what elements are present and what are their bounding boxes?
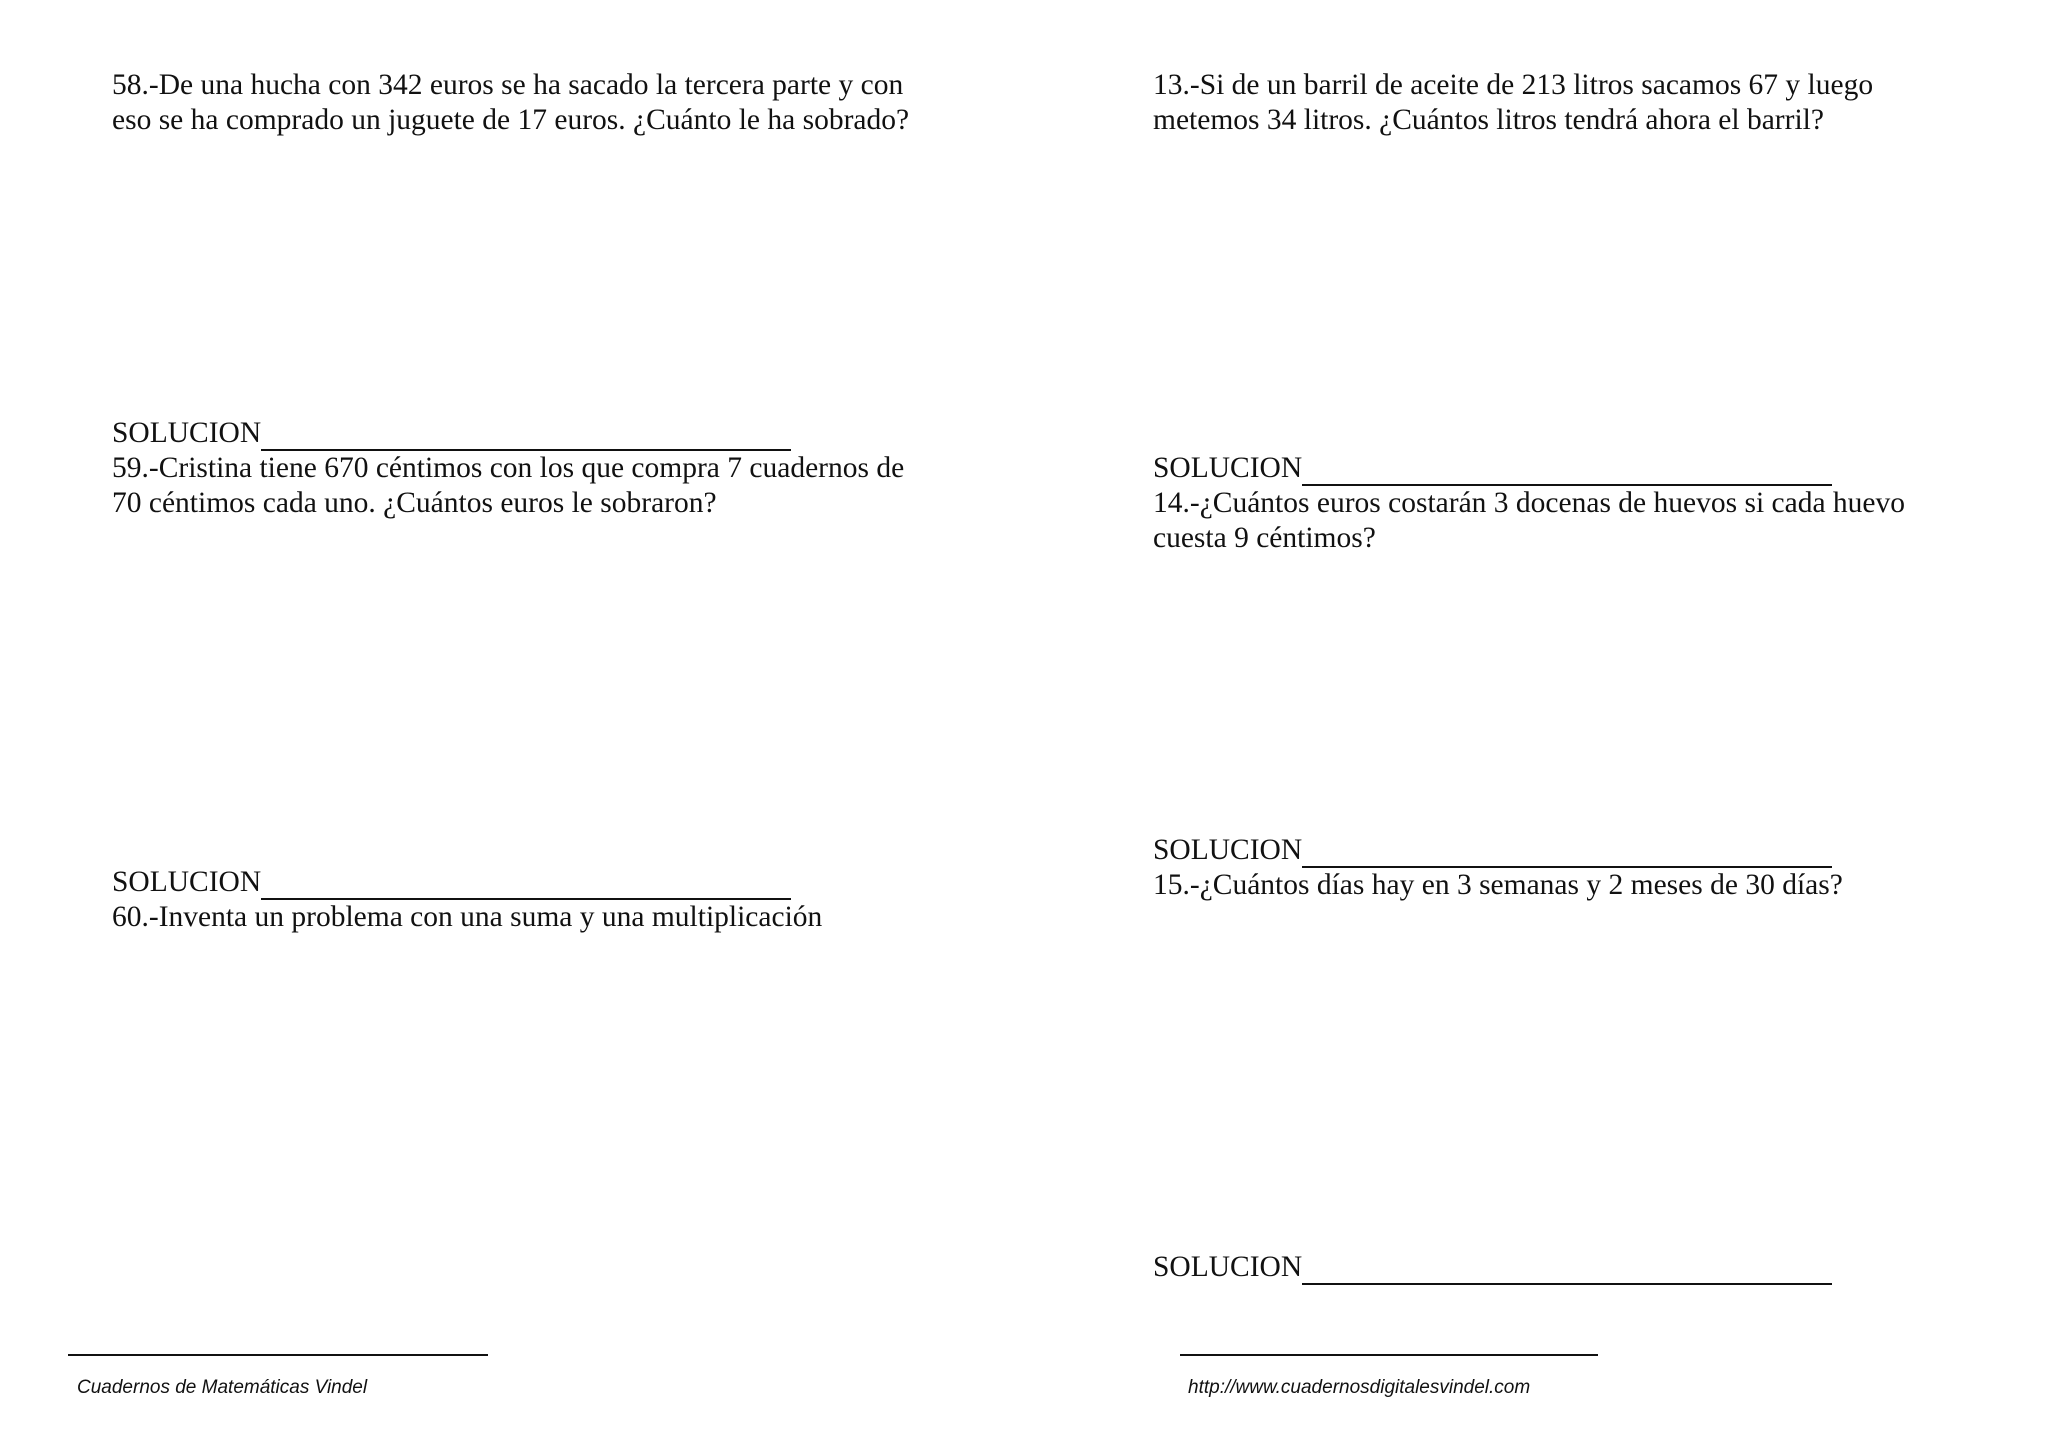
footer-rule-right [1180, 1354, 1598, 1356]
solution-label: SOLUCION [1153, 834, 1303, 866]
solution-label: SOLUCION [1153, 452, 1303, 484]
answer-blank[interactable] [261, 418, 791, 451]
solution-line-14 [1153, 833, 1832, 868]
answer-blank[interactable] [1302, 835, 1832, 868]
problem-58-text: 58.-De una hucha con 342 euros se ha sacado la tercera parte y con eso se ha comprado un juguete de 17 euros. ¿Cuánto le ha sobrado? [112, 69, 910, 136]
answer-blank[interactable] [261, 867, 791, 900]
problem-14-text: 14.-¿Cuántos euros costarán 3 docenas de huevos si cada huevo cuesta 9 céntimos? [1153, 487, 1906, 554]
footer-rule-left [68, 1354, 488, 1356]
solution-label: SOLUCION [112, 866, 262, 898]
footer-left-text: Cuadernos de Matemáticas Vindel [77, 1377, 368, 1398]
answer-blank[interactable] [1302, 453, 1832, 486]
problem-15-text: 15.-¿Cuántos días hay en 3 semanas y 2 meses de 30 días? [1153, 869, 1843, 901]
problem-59-text: 59.-Cristina tiene 670 céntimos con los que compra 7 cuadernos de 70 céntimos cada uno. ¿Cuántos euros le sobraron? [112, 452, 905, 519]
footer-url-link[interactable]: http://www.cuadernosdigitalesvindel.com [1188, 1377, 1531, 1398]
solution-line-15 [1153, 1250, 1832, 1285]
problem-60-text: 60.-Inventa un problema con una suma y una multiplicación [112, 901, 823, 933]
answer-blank[interactable] [1302, 1252, 1832, 1285]
solution-line-13 [1153, 451, 1832, 486]
problem-13-text: 13.-Si de un barril de aceite de 213 litros sacamos 67 y luego metemos 34 litros. ¿Cuántos litros tendrá ahora el barril? [1153, 69, 1874, 136]
solution-label: SOLUCION [1153, 1251, 1303, 1283]
solution-line-59 [112, 865, 791, 900]
solution-label: SOLUCION [112, 417, 262, 449]
solution-line-58 [112, 416, 791, 451]
